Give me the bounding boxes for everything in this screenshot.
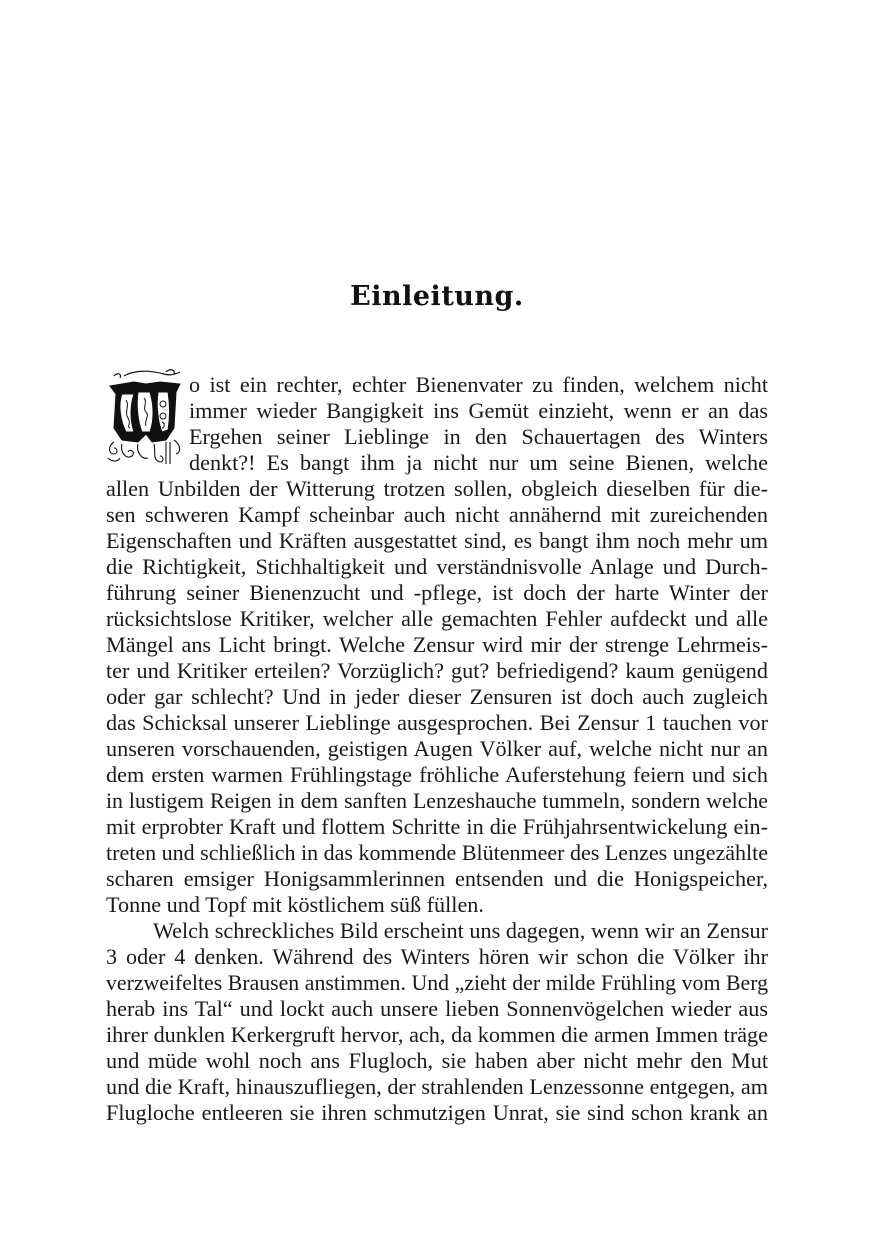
text-line: rücksichtslose Kritiker, welcher alle gemachten Fehler aufdeckt und alle xyxy=(106,606,768,631)
text-line: unseren vorschauenden, geistigen Augen Völker auf, welche nicht nur an xyxy=(106,736,768,761)
text-line: Mängel ans Licht bringt. Welche Zensur wird mir der strenge Lehrmeis- xyxy=(106,632,768,657)
text-line: treten und schließlich in das kommende Blütenmeer des Lenzes ungezählte xyxy=(106,840,768,865)
text-line: dem ersten warmen Frühlingstage fröhliche Auferstehung feiern und sich xyxy=(106,762,768,787)
text-line: Welch schreckliches Bild erscheint uns dagegen, wenn wir an Zensur xyxy=(153,918,768,943)
text-line: und die Kraft, hinauszufliegen, der strahlenden Lenzessonne entgegen, am xyxy=(106,1074,768,1099)
text-line: das Schicksal unserer Lieblinge ausgesprochen. Bei Zensur 1 tauchen vor xyxy=(106,710,768,735)
text-line: verzweifeltes Brausen anstimmen. Und „zieht der milde Frühling vom Berg xyxy=(106,971,768,995)
text-line: mit erprobter Kraft und flottem Schritte in die Frühjahrsentwickelung ein- xyxy=(106,814,768,839)
text-line: ter und Kritiker erteilen? Vorzüglich? gut? befriedigend? kaum genügend xyxy=(106,658,768,683)
text-line: ihrer dunklen Kerkergruft hervor, ach, da kommen die armen Immen träge xyxy=(106,1022,768,1047)
text-line: Tonne und Topf mit köstlichem süß füllen. xyxy=(106,892,484,917)
text-line: allen Unbilden der Witterung trotzen sollen, obgleich dieselben für die- xyxy=(106,476,768,501)
paragraph-2 xyxy=(106,918,768,1126)
text-line: oder gar schlecht? Und in jeder dieser Zensuren ist doch auch zugleich xyxy=(106,684,768,709)
text-line: Flugloche entleeren sie ihren schmutzigen Unrat, sie sind schon krank an xyxy=(106,1100,768,1125)
text-line: und müde wohl noch ans Flugloch, sie haben aber nicht mehr den Mut xyxy=(106,1048,768,1073)
text-line: immer wieder Bangigkeit ins Gemüt einzieht, wenn er an das xyxy=(189,398,768,423)
text-line: Eigenschaften und Kräften ausgestattet sind, es bangt ihm noch mehr um xyxy=(106,528,768,553)
chapter-heading: Einleitung. xyxy=(350,281,524,312)
text-line: führung seiner Bienenzucht und -pflege, ist doch der harte Winter der xyxy=(106,580,768,605)
text-line: die Richtigkeit, Stichhaltigkeit und verständnisvolle Anlage und Durch- xyxy=(106,554,768,579)
text-line: denkt?! Es bangt ihm ja nicht nur um seine Bienen, welche xyxy=(189,450,768,475)
paragraph-1 xyxy=(106,476,768,918)
text-line: herab ins Tal“ und lockt auch unsere lieben Sonnenvögelchen wieder aus xyxy=(106,996,768,1021)
text-line: 3 oder 4 denken. Während des Winters hören wir schon die Völker ihr xyxy=(106,944,768,969)
decorative-initial-w-icon xyxy=(104,368,186,466)
text-line: sen schweren Kampf scheinbar auch nicht annähernd mit zureichenden xyxy=(106,502,768,527)
text-line: in lustigem Reigen in dem sanften Lenzeshauche tummeln, sondern welche xyxy=(106,789,768,813)
paragraph-1-dropcap-lines xyxy=(189,372,768,476)
text-line: o ist ein rechter, echter Bienenvater zu finden, welchem nicht xyxy=(189,372,768,397)
text-line: Ergehen seiner Lieblinge in den Schauertagen des Winters xyxy=(189,424,768,449)
text-line: scharen emsiger Honigsammlerinnen entsenden und die Honigspeicher, xyxy=(106,866,768,891)
